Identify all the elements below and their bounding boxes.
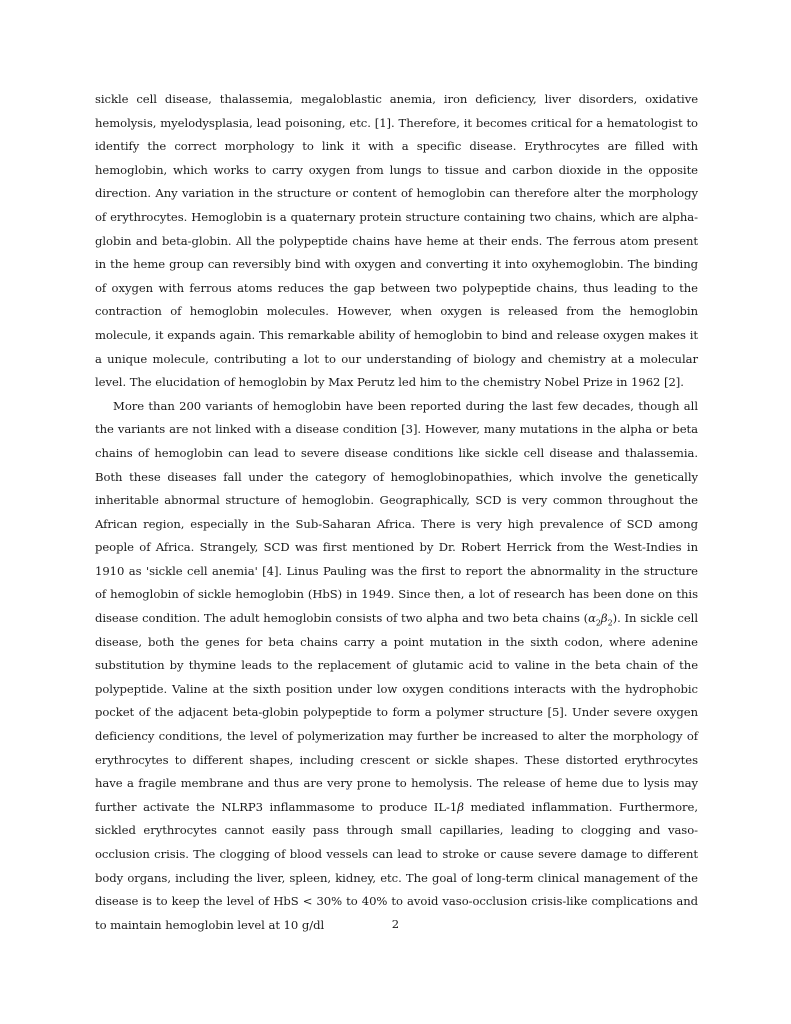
paragraph-2-text-middle: ). In sickle cell disease, both the genes for beta chains carry a point mutation in the sixth codon, where adenine substitution by thymine leads to the replacement of glutamic acid to valine in the beta chain of the polypeptide. Valine at the sixth position under low oxygen conditions interacts with the hydrophobic pocket of the adjacent beta-globin polypeptide to form a polymer structure [5]. Under severe oxygen deficiency conditions, the level of polymerization may further be increased to alter the morphology of erythrocytes to different shapes, including crescent or sickle shapes. These distorted erythrocytes have a fragile membrane and thus are very prone to hemolysis. The release of heme due to lysis may further activate the NLRP3 inflammasome to produce IL-1 <box>95 611 698 814</box>
page-number: 2 <box>391 917 400 931</box>
formula-beta: β <box>600 611 608 626</box>
il-beta-symbol: β <box>457 799 464 814</box>
formula-alpha: α <box>588 611 596 626</box>
paragraph-2-text-before-formula: More than 200 variants of hemoglobin have been reported during the last few decades, though all the variants are not linked with a disease condition [3]. However, many mutations in the alpha or beta chains of hemoglobin can lead to severe disease conditions like sickle cell disease and thalassemia. Both these diseases fall under the category of hemoglobinopathies, which involve the genetically inheritable abnormal structure of hemoglobin. Geographically, SCD is very common throughout the African region, especially in the Sub-Saharan Africa. There is very high prevalence of SCD among people of Africa. Strangely, SCD was first mentioned by Dr. Robert Herrick from the West-Indies in 1910 as 'sickle cell anemia' [4]. Linus Pauling was the first to report the abnormality in the structure of hemoglobin of sickle hemoglobin (HbS) in 1949. Since then, a lot of research has been done on this disease condition. The adult hemoglobin consists of two alpha and two beta chains ( <box>95 398 698 626</box>
formula-beta-subscript: 2 <box>607 618 613 628</box>
paragraph-1: sickle cell disease, thalassemia, megaloblastic anemia, iron deficiency, liver disorders, oxidative hemolysis, myelodysplasia, lead poisoning, etc. [1]. Therefore, it becomes critical for a hematologist to identify the correct morphology to link it with a specific disease. Erythrocytes are filled with hemoglobin, which works to carry oxygen from lungs to tissue and carbon dioxide in the opposite direction. Any variation in the structure or content of hemoglobin can therefore alter the morphology of erythrocytes. Hemoglobin is a quaternary protein structure containing two chains, which are alpha-globin and beta-globin. All the polypeptide chains have heme at their ends. The ferrous atom present in the heme group can reversibly bind with oxygen and converting it into oxyhemoglobin. The binding of oxygen with ferrous atoms reduces the gap between two polypeptide chains, thus leading to the contraction of hemoglobin molecules. However, when oxygen is released from the hemoglobin molecule, it expands again. This remarkable ability of hemoglobin to bind and release oxygen makes it a unique molecule, contributing a lot to our understanding of biology and chemistry at a molecular level. The elucidation of hemoglobin by Max Perutz led him to the chemistry Nobel Prize in 1962 [2]. <box>95 92 698 390</box>
formula-alpha-subscript: 2 <box>595 618 601 628</box>
paragraph-2-text-after: mediated inflammation. Furthermore, sickled erythrocytes cannot easily pass through small capillaries, leading to clogging and vaso-occlusion crisis. The clogging of blood vessels can lead to stroke or cause severe damage to different body organs, including the liver, spleen, kidney, etc. The goal of long-term clinical management of the disease is to keep the level of HbS < 30% to 40% to avoid vaso-occlusion crisis-like complications and to maintain hemoglobin level at 10 g/dl <box>95 799 698 932</box>
page-body <box>95 88 698 937</box>
paragraph-2 <box>95 395 698 938</box>
